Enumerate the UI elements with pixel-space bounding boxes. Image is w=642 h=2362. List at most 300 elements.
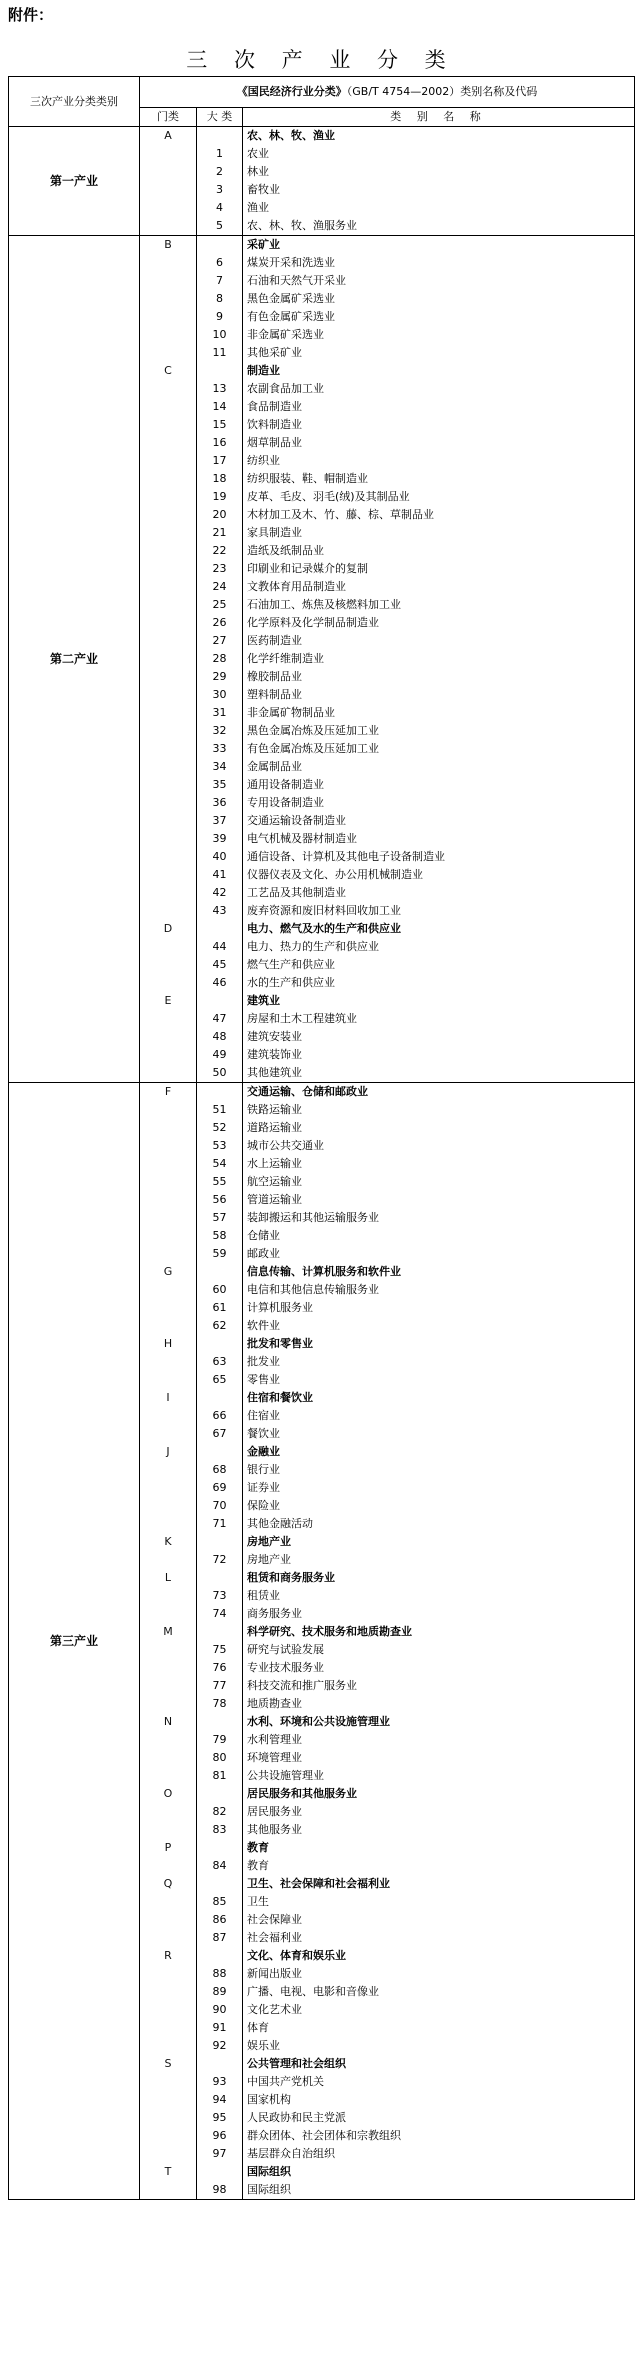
- men-code: N: [140, 1713, 197, 1731]
- category-name: 人民政协和民主党派: [243, 2109, 635, 2127]
- category-name: 租赁和商务服务业: [243, 1569, 635, 1587]
- category-name: 电力、热力的生产和供应业: [243, 938, 635, 956]
- category-name: 教育: [243, 1857, 635, 1875]
- category-name: 群众团体、社会团体和宗教组织: [243, 2127, 635, 2145]
- men-code: [140, 1731, 197, 1749]
- men-code: [140, 199, 197, 217]
- division-code: 67: [197, 1425, 243, 1443]
- men-code: [140, 2073, 197, 2091]
- category-name: 黑色金属矿采选业: [243, 290, 635, 308]
- men-code: [140, 1353, 197, 1371]
- category-name: 工艺品及其他制造业: [243, 884, 635, 902]
- category-name: 非金属矿采选业: [243, 326, 635, 344]
- category-name: 农、林、牧、渔服务业: [243, 217, 635, 236]
- division-code: 10: [197, 326, 243, 344]
- category-name: 计算机服务业: [243, 1299, 635, 1317]
- sector-name: 第三产业: [9, 1083, 140, 2200]
- category-name: 娱乐业: [243, 2037, 635, 2055]
- men-code: [140, 1407, 197, 1425]
- division-code: 49: [197, 1046, 243, 1064]
- division-code: 95: [197, 2109, 243, 2127]
- category-name: 软件业: [243, 1317, 635, 1335]
- men-code: [140, 2145, 197, 2163]
- category-name: 国际组织: [243, 2181, 635, 2200]
- division-code: [197, 992, 243, 1010]
- men-code: C: [140, 362, 197, 380]
- section-row: [9, 1083, 635, 1102]
- division-code: [197, 1335, 243, 1353]
- men-code: [140, 1317, 197, 1335]
- division-code: 97: [197, 2145, 243, 2163]
- men-code: [140, 308, 197, 326]
- men-code: [140, 1299, 197, 1317]
- category-name: 社会保障业: [243, 1911, 635, 1929]
- category-name: 国际组织: [243, 2163, 635, 2181]
- division-code: 77: [197, 1677, 243, 1695]
- division-code: 87: [197, 1929, 243, 1947]
- men-code: O: [140, 1785, 197, 1803]
- category-name: 通信设备、计算机及其他电子设备制造业: [243, 848, 635, 866]
- category-name: 印刷业和记录媒介的复制: [243, 560, 635, 578]
- men-code: [140, 704, 197, 722]
- men-code: [140, 1461, 197, 1479]
- division-code: 1: [197, 145, 243, 163]
- division-code: 92: [197, 2037, 243, 2055]
- division-code: 22: [197, 542, 243, 560]
- category-name: 电信和其他信息传输服务业: [243, 1281, 635, 1299]
- category-name: 租赁业: [243, 1587, 635, 1605]
- division-code: 85: [197, 1893, 243, 1911]
- division-code: 63: [197, 1353, 243, 1371]
- men-code: [140, 1893, 197, 1911]
- men-code: [140, 1064, 197, 1083]
- division-code: [197, 1083, 243, 1102]
- category-name: 煤炭开采和洗选业: [243, 254, 635, 272]
- category-name: 其他金融活动: [243, 1515, 635, 1533]
- division-code: 37: [197, 812, 243, 830]
- men-code: [140, 470, 197, 488]
- division-code: 41: [197, 866, 243, 884]
- division-code: 94: [197, 2091, 243, 2109]
- category-name: 木材加工及木、竹、藤、棕、草制品业: [243, 506, 635, 524]
- division-code: 34: [197, 758, 243, 776]
- men-code: [140, 1028, 197, 1046]
- men-code: [140, 1101, 197, 1119]
- men-code: [140, 1659, 197, 1677]
- division-code: 23: [197, 560, 243, 578]
- division-code: 65: [197, 1371, 243, 1389]
- header-sector-column: 三次产业分类类别: [9, 77, 140, 127]
- division-code: 93: [197, 2073, 243, 2091]
- division-code: 57: [197, 1209, 243, 1227]
- category-name: 化学原料及化学制品制造业: [243, 614, 635, 632]
- category-name: 有色金属矿采选业: [243, 308, 635, 326]
- table-body: [9, 77, 635, 2200]
- men-code: J: [140, 1443, 197, 1461]
- category-name: 研究与试验发展: [243, 1641, 635, 1659]
- category-name: 房地产业: [243, 1533, 635, 1551]
- division-code: 59: [197, 1245, 243, 1263]
- category-name: 房地产业: [243, 1551, 635, 1569]
- division-code: [197, 127, 243, 146]
- category-name: 水上运输业: [243, 1155, 635, 1173]
- division-code: 55: [197, 1173, 243, 1191]
- men-code: [140, 614, 197, 632]
- men-code: [140, 2001, 197, 2019]
- men-code: I: [140, 1389, 197, 1407]
- header-division: 大 类: [197, 108, 243, 127]
- category-name: 住宿业: [243, 1407, 635, 1425]
- division-code: 76: [197, 1659, 243, 1677]
- division-code: 11: [197, 344, 243, 362]
- category-name: 居民服务和其他服务业: [243, 1785, 635, 1803]
- division-code: 26: [197, 614, 243, 632]
- men-code: [140, 380, 197, 398]
- division-code: 84: [197, 1857, 243, 1875]
- category-name: 保险业: [243, 1497, 635, 1515]
- category-name: 建筑安装业: [243, 1028, 635, 1046]
- category-name: 科学研究、技术服务和地质勘查业: [243, 1623, 635, 1641]
- men-code: [140, 830, 197, 848]
- division-code: [197, 1389, 243, 1407]
- division-code: 48: [197, 1028, 243, 1046]
- division-code: 39: [197, 830, 243, 848]
- category-name: 卫生: [243, 1893, 635, 1911]
- category-name: 航空运输业: [243, 1173, 635, 1191]
- men-code: [140, 1119, 197, 1137]
- men-code: [140, 2091, 197, 2109]
- men-code: [140, 1551, 197, 1569]
- division-code: [197, 920, 243, 938]
- division-code: [197, 2055, 243, 2073]
- division-code: 82: [197, 1803, 243, 1821]
- men-code: [140, 542, 197, 560]
- category-name: 燃气生产和供应业: [243, 956, 635, 974]
- men-code: [140, 1497, 197, 1515]
- men-code: [140, 254, 197, 272]
- men-code: [140, 1227, 197, 1245]
- category-name: 仓储业: [243, 1227, 635, 1245]
- men-code: [140, 596, 197, 614]
- category-name: 采矿业: [243, 236, 635, 255]
- category-name: 居民服务业: [243, 1803, 635, 1821]
- category-name: 家具制造业: [243, 524, 635, 542]
- section-row: [9, 236, 635, 255]
- division-code: 81: [197, 1767, 243, 1785]
- men-code: [140, 848, 197, 866]
- division-code: 20: [197, 506, 243, 524]
- division-code: 29: [197, 668, 243, 686]
- men-code: [140, 344, 197, 362]
- division-code: 21: [197, 524, 243, 542]
- division-code: 31: [197, 704, 243, 722]
- division-code: 2: [197, 163, 243, 181]
- category-name: 公共设施管理业: [243, 1767, 635, 1785]
- category-name: 纺织服装、鞋、帽制造业: [243, 470, 635, 488]
- category-name: 仪器仪表及文化、办公用机械制造业: [243, 866, 635, 884]
- division-code: [197, 1623, 243, 1641]
- men-code: [140, 2019, 197, 2037]
- sector-name: 第二产业: [9, 236, 140, 1083]
- division-code: 78: [197, 1695, 243, 1713]
- men-code: [140, 434, 197, 452]
- men-code: [140, 1983, 197, 2001]
- category-name: 其他采矿业: [243, 344, 635, 362]
- division-code: 47: [197, 1010, 243, 1028]
- category-name: 水利管理业: [243, 1731, 635, 1749]
- men-code: [140, 1821, 197, 1839]
- division-code: [197, 1263, 243, 1281]
- category-name: 农副食品加工业: [243, 380, 635, 398]
- category-name: 道路运输业: [243, 1119, 635, 1137]
- division-code: [197, 1533, 243, 1551]
- men-code: [140, 524, 197, 542]
- men-code: [140, 416, 197, 434]
- men-code: K: [140, 1533, 197, 1551]
- division-code: [197, 2163, 243, 2181]
- division-code: 53: [197, 1137, 243, 1155]
- division-code: 3: [197, 181, 243, 199]
- category-name: 有色金属冶炼及压延加工业: [243, 740, 635, 758]
- division-code: 43: [197, 902, 243, 920]
- category-name: 邮政业: [243, 1245, 635, 1263]
- men-code: [140, 398, 197, 416]
- category-name: 地质勘查业: [243, 1695, 635, 1713]
- men-code: G: [140, 1263, 197, 1281]
- division-code: 83: [197, 1821, 243, 1839]
- division-code: 40: [197, 848, 243, 866]
- men-code: [140, 2109, 197, 2127]
- category-name: 交通运输、仓储和邮政业: [243, 1083, 635, 1102]
- category-name: 其他服务业: [243, 1821, 635, 1839]
- category-name: 基层群众自治组织: [243, 2145, 635, 2163]
- category-name: 烟草制品业: [243, 434, 635, 452]
- category-name: 非金属矿物制品业: [243, 704, 635, 722]
- men-code: L: [140, 1569, 197, 1587]
- division-code: 27: [197, 632, 243, 650]
- category-name: 废弃资源和废旧材料回收加工业: [243, 902, 635, 920]
- category-name: 水利、环境和公共设施管理业: [243, 1713, 635, 1731]
- industry-classification-table: [8, 76, 635, 2200]
- category-name: 渔业: [243, 199, 635, 217]
- men-code: [140, 1677, 197, 1695]
- header-standard: [140, 77, 635, 108]
- category-name: 卫生、社会保障和社会福利业: [243, 1875, 635, 1893]
- division-code: 32: [197, 722, 243, 740]
- men-code: [140, 2181, 197, 2200]
- header-name: 类 别 名 称: [243, 108, 635, 127]
- men-code: S: [140, 2055, 197, 2073]
- category-name: 建筑装饰业: [243, 1046, 635, 1064]
- category-name: 批发业: [243, 1353, 635, 1371]
- category-name: 公共管理和社会组织: [243, 2055, 635, 2073]
- men-code: [140, 938, 197, 956]
- men-code: P: [140, 1839, 197, 1857]
- men-code: [140, 1749, 197, 1767]
- men-code: D: [140, 920, 197, 938]
- division-code: 13: [197, 380, 243, 398]
- men-code: [140, 1929, 197, 1947]
- page-title: 三 次 产 业 分 类: [186, 48, 456, 72]
- section-row: [9, 127, 635, 146]
- men-code: T: [140, 2163, 197, 2181]
- division-code: 75: [197, 1641, 243, 1659]
- men-code: [140, 668, 197, 686]
- men-code: [140, 1371, 197, 1389]
- category-name: 医药制造业: [243, 632, 635, 650]
- category-name: 国家机构: [243, 2091, 635, 2109]
- division-code: 42: [197, 884, 243, 902]
- division-code: 91: [197, 2019, 243, 2037]
- division-code: 74: [197, 1605, 243, 1623]
- men-code: M: [140, 1623, 197, 1641]
- sector-name: 第一产业: [9, 127, 140, 236]
- men-code: [140, 866, 197, 884]
- category-name: 住宿和餐饮业: [243, 1389, 635, 1407]
- category-name: 电气机械及器材制造业: [243, 830, 635, 848]
- category-name: 皮革、毛皮、羽毛(绒)及其制品业: [243, 488, 635, 506]
- division-code: 89: [197, 1983, 243, 2001]
- division-code: [197, 1785, 243, 1803]
- category-name: 农、林、牧、渔业: [243, 127, 635, 146]
- division-code: 71: [197, 1515, 243, 1533]
- category-name: 信息传输、计算机服务和软件业: [243, 1263, 635, 1281]
- men-code: [140, 1155, 197, 1173]
- category-name: 专用设备制造业: [243, 794, 635, 812]
- men-code: [140, 578, 197, 596]
- men-code: [140, 1803, 197, 1821]
- division-code: [197, 1569, 243, 1587]
- division-code: [197, 362, 243, 380]
- division-code: [197, 1443, 243, 1461]
- division-code: 51: [197, 1101, 243, 1119]
- men-code: R: [140, 1947, 197, 1965]
- men-code: [140, 1767, 197, 1785]
- division-code: 30: [197, 686, 243, 704]
- attachment-label: 附件：: [8, 6, 54, 24]
- men-code: [140, 1010, 197, 1028]
- division-code: 69: [197, 1479, 243, 1497]
- category-name: 教育: [243, 1839, 635, 1857]
- category-name: 橡胶制品业: [243, 668, 635, 686]
- category-name: 金属制品业: [243, 758, 635, 776]
- men-code: [140, 163, 197, 181]
- division-code: [197, 236, 243, 255]
- division-code: 7: [197, 272, 243, 290]
- category-name: 文化艺术业: [243, 2001, 635, 2019]
- category-name: 塑料制品业: [243, 686, 635, 704]
- category-name: 科技交流和推广服务业: [243, 1677, 635, 1695]
- division-code: 35: [197, 776, 243, 794]
- category-name: 农业: [243, 145, 635, 163]
- men-code: [140, 2127, 197, 2145]
- men-code: [140, 1605, 197, 1623]
- division-code: 16: [197, 434, 243, 452]
- division-code: 80: [197, 1749, 243, 1767]
- category-name: 石油和天然气开采业: [243, 272, 635, 290]
- category-name: 纺织业: [243, 452, 635, 470]
- category-name: 交通运输设备制造业: [243, 812, 635, 830]
- category-name: 批发和零售业: [243, 1335, 635, 1353]
- division-code: 60: [197, 1281, 243, 1299]
- men-code: [140, 794, 197, 812]
- division-code: 8: [197, 290, 243, 308]
- men-code: [140, 1191, 197, 1209]
- division-code: 46: [197, 974, 243, 992]
- category-name: 城市公共交通业: [243, 1137, 635, 1155]
- category-name: 体育: [243, 2019, 635, 2037]
- division-code: 44: [197, 938, 243, 956]
- category-name: 饮料制造业: [243, 416, 635, 434]
- category-name: 金融业: [243, 1443, 635, 1461]
- division-code: 88: [197, 1965, 243, 1983]
- men-code: [140, 1857, 197, 1875]
- men-code: [140, 1173, 197, 1191]
- division-code: 66: [197, 1407, 243, 1425]
- category-name: 林业: [243, 163, 635, 181]
- men-code: [140, 145, 197, 163]
- men-code: [140, 1515, 197, 1533]
- category-name: 造纸及纸制品业: [243, 542, 635, 560]
- category-name: 新闻出版业: [243, 1965, 635, 1983]
- category-name: 通用设备制造业: [243, 776, 635, 794]
- division-code: [197, 1713, 243, 1731]
- men-code: [140, 506, 197, 524]
- men-code: [140, 902, 197, 920]
- men-code: [140, 290, 197, 308]
- category-name: 文化、体育和娱乐业: [243, 1947, 635, 1965]
- men-code: [140, 326, 197, 344]
- division-code: 54: [197, 1155, 243, 1173]
- men-code: B: [140, 236, 197, 255]
- division-code: 45: [197, 956, 243, 974]
- division-code: [197, 1839, 243, 1857]
- men-code: [140, 1046, 197, 1064]
- men-code: [140, 452, 197, 470]
- division-code: 6: [197, 254, 243, 272]
- category-name: 制造业: [243, 362, 635, 380]
- division-code: 18: [197, 470, 243, 488]
- division-code: 79: [197, 1731, 243, 1749]
- men-code: [140, 974, 197, 992]
- division-code: 68: [197, 1461, 243, 1479]
- category-name: 社会福利业: [243, 1929, 635, 1947]
- division-code: 24: [197, 578, 243, 596]
- header-men: 门类: [140, 108, 197, 127]
- division-code: 15: [197, 416, 243, 434]
- division-code: 28: [197, 650, 243, 668]
- division-code: 4: [197, 199, 243, 217]
- category-name: 环境管理业: [243, 1749, 635, 1767]
- category-name: 文教体育用品制造业: [243, 578, 635, 596]
- division-code: 5: [197, 217, 243, 236]
- men-code: [140, 884, 197, 902]
- men-code: [140, 272, 197, 290]
- category-name: 其他建筑业: [243, 1064, 635, 1083]
- category-name: 零售业: [243, 1371, 635, 1389]
- men-code: E: [140, 992, 197, 1010]
- category-name: 装卸搬运和其他运输服务业: [243, 1209, 635, 1227]
- header-row-1: [9, 77, 635, 108]
- men-code: [140, 1911, 197, 1929]
- division-code: [197, 1875, 243, 1893]
- men-code: [140, 488, 197, 506]
- division-code: 86: [197, 1911, 243, 1929]
- men-code: [140, 686, 197, 704]
- men-code: [140, 181, 197, 199]
- category-name: 证券业: [243, 1479, 635, 1497]
- division-code: [197, 1947, 243, 1965]
